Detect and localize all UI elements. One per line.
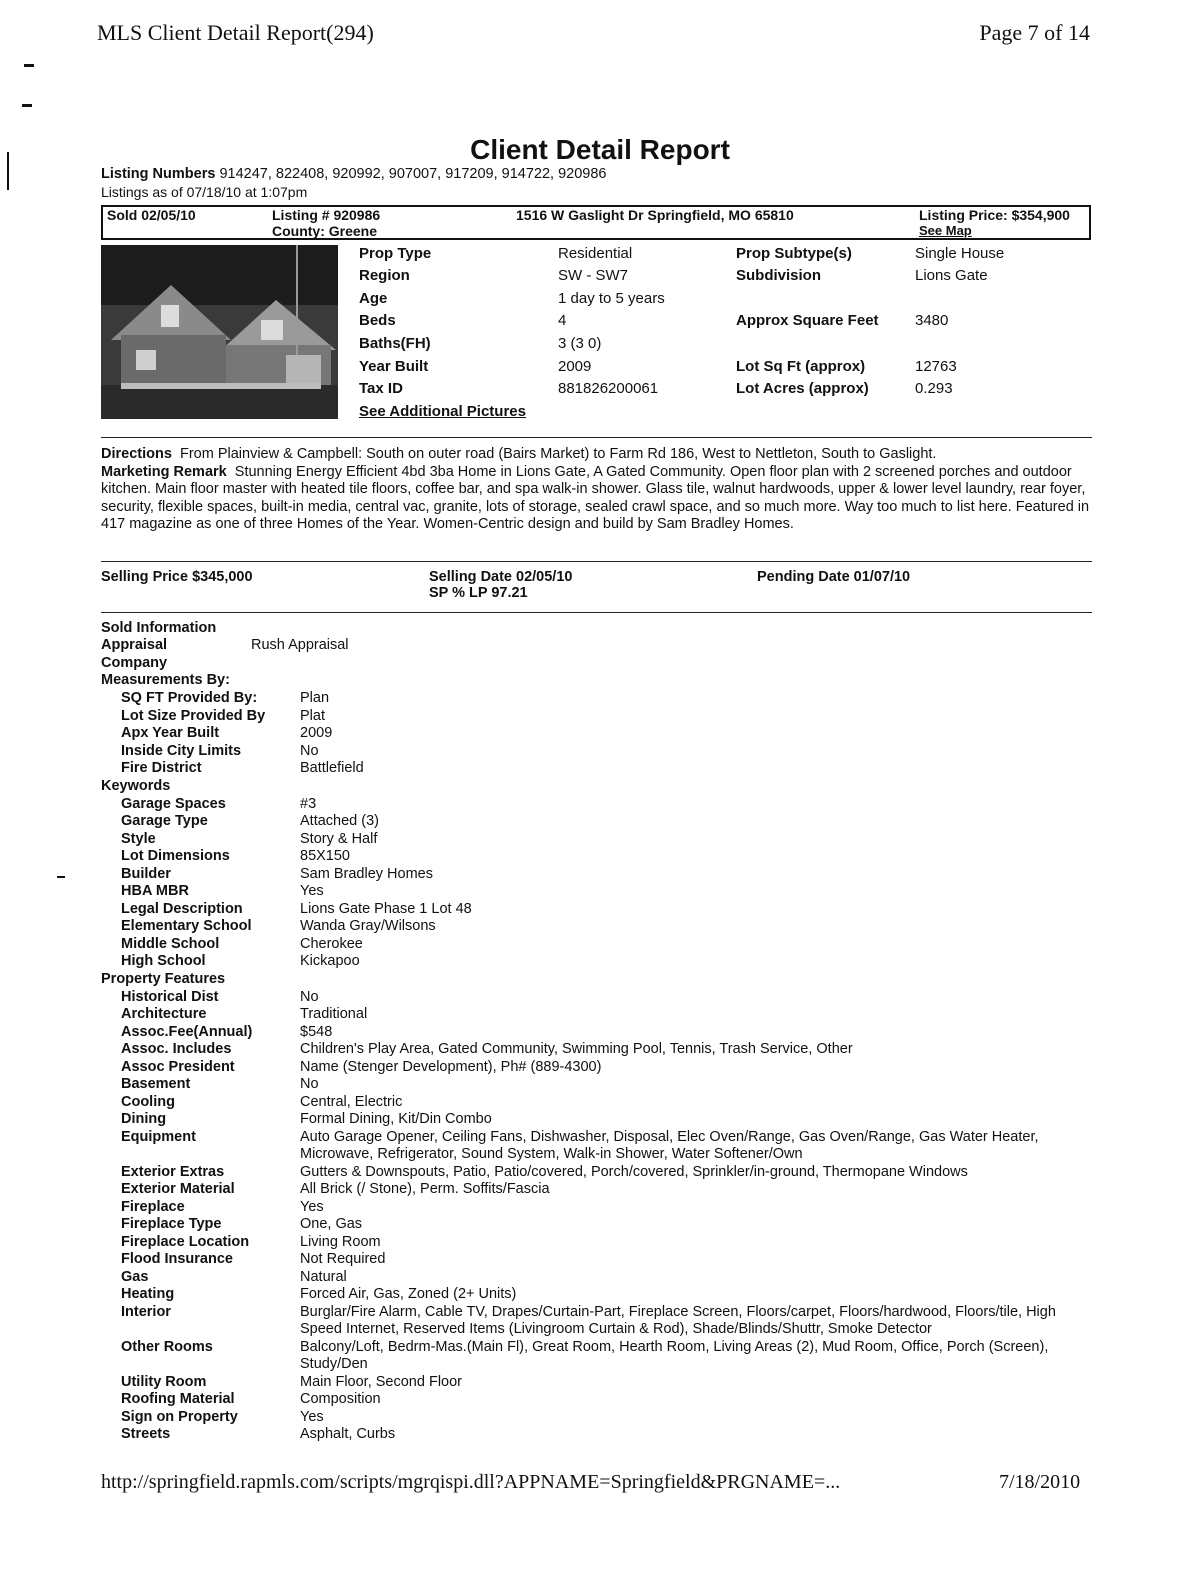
measurements-label: Apx Year Built [121,725,220,741]
subdivision-label: Subdivision [736,267,822,284]
measurements-label: Inside City Limits [121,742,242,759]
measurements-heading: Measurements By: [101,672,230,688]
keywords-label: Garage Spaces [121,795,226,812]
features-value: Balcony/Loft, Bedrm-Mas.(Main Fl), Great Room, Hearth Room, Living Areas (2), Mud Room, Office, Porch (Screen), Study/Den [300,1338,1049,1372]
sold-info-heading: Sold Information [101,620,217,636]
features-heading: Property Features [101,971,226,987]
keywords-value: Lions Gate Phase 1 Lot 48 [300,900,472,917]
listing-numbers-value: 914247, 822408, 920992, 907007, 917209, 914722, 920986 [219,166,607,182]
directions [101,446,1096,464]
features-value: No [300,988,319,1005]
approx-sqft-label: Approx Square Feet [736,312,879,329]
beds-value: 4 [558,312,567,329]
selling-price: Selling Price $345,000 [101,569,253,585]
subdivision-value: Lions Gate [915,267,988,284]
features-label: Architecture [121,1006,207,1022]
features-label: Fireplace [121,1198,185,1215]
keywords-value: #3 [300,795,317,812]
features-label: Heating [121,1286,175,1302]
features-label: Sign on Property [121,1408,238,1425]
features-value: Not Required [300,1251,386,1267]
appraisal-value: Rush Appraisal [251,637,349,653]
lot-sqft-value: 12763 [915,358,957,375]
prop-type-label: Prop Type [359,245,432,262]
features-label: Utility Room [121,1373,207,1390]
scan-mark [22,104,32,107]
features-label: Basement [121,1076,191,1092]
keywords-value: Cherokee [300,935,363,952]
approx-sqft-value: 3480 [915,312,949,329]
see-map-link[interactable]: See Map [919,223,972,238]
remark-label: Marketing Remark [101,463,227,480]
listing-price: Listing Price: $354,900 [919,207,1070,223]
features-value: $548 [300,1023,333,1040]
keywords-label: Garage Type [121,813,208,829]
see-additional-pictures-link[interactable]: See Additional Pictures [359,403,526,420]
features-label: Gas [121,1268,149,1285]
house-photo[interactable] [101,245,338,419]
features-label: Other Rooms [121,1338,213,1355]
page-title: Client Detail Report [470,134,730,165]
keywords-value: Story & Half [300,830,378,847]
features-label: Fireplace Type [121,1216,222,1232]
prop-subtype-label: Prop Subtype(s) [736,245,852,262]
features-value: Central, Electric [300,1093,403,1110]
features-label: Roofing Material [121,1391,235,1407]
features-label: Interior [121,1303,171,1320]
lot-sqft-label: Lot Sq Ft (approx) [736,358,866,375]
footer-url: http://springfield.rapmls.com/scripts/mgrqispi.dll?APPNAME=Springfield&PRGNAME=... [101,1471,841,1493]
features-label: Dining [121,1111,167,1127]
county: County: Greene [272,223,378,239]
keywords-value: Attached (3) [300,813,379,829]
pending-date: Pending Date 01/07/10 [757,569,911,585]
keywords-value: Kickapoo [300,953,360,969]
measurements-label: Fire District [121,760,202,776]
beds-label: Beds [359,312,396,329]
year-built-label: Year Built [359,358,429,375]
features-value: Burglar/Fire Alarm, Cable TV, Drapes/Curtain-Part, Fireplace Screen, Floors/carpet, Floors/hardwood, Floors/tile, High Speed Internet, Reserved Items (Livingroom Curtain & Rod), Shade/Blinds/Shuttr, Smoke Detector [300,1303,1056,1337]
age-label: Age [359,290,388,307]
measurements-value: No [300,742,319,759]
house-photo-image [101,245,338,419]
keywords-label: Elementary School [121,918,252,934]
measurements-label: SQ FT Provided By: [121,690,258,706]
features-label: Flood Insurance [121,1251,233,1267]
features-value: Natural [300,1268,347,1285]
features-value: Main Floor, Second Floor [300,1373,462,1390]
tax-id-label: Tax ID [359,380,403,397]
baths-label: Baths(FH) [359,335,431,352]
features-value: Composition [300,1391,381,1407]
sp-lp: SP % LP 97.21 [429,585,528,601]
address: 1516 W Gaslight Dr Springfield, MO 65810 [516,207,794,223]
keywords-value: Yes [300,883,324,899]
features-label: Exterior Material [121,1181,235,1197]
page-number: Page 7 of 14 [979,20,1090,45]
directions-text: From Plainview & Campbell: South on outer road (Bairs Market) to Farm Rd 186, West to Nettleton, South to Gaslight. [179,446,937,462]
measurements-value: Battlefield [300,760,364,776]
directions-label: Directions [101,446,172,462]
features-label: Fireplace Location [121,1233,250,1250]
footer-date: 7/18/2010 [999,1471,1081,1493]
features-value: Yes [300,1408,324,1425]
features-value: No [300,1076,319,1092]
listing-numbers [101,166,606,182]
features-value: Name (Stenger Development), Ph# (889-4300) [300,1058,602,1075]
remarks-block [101,446,1096,534]
prop-type-value: Residential [558,245,633,262]
listing-numbers-label: Listing Numbers [101,166,216,182]
features-value: Children's Play Area, Gated Community, Swimming Pool, Tennis, Trash Service, Other [300,1041,853,1057]
selling-date: Selling Date 02/05/10 [429,569,573,585]
keywords-label: Style [121,830,156,847]
appraisal-label: Appraisal [101,637,168,653]
features-label: Streets [121,1426,171,1442]
keywords-value: Sam Bradley Homes [300,865,433,882]
keywords-label: Legal Description [121,900,243,917]
divider [101,612,1092,613]
features-value: Auto Garage Opener, Ceiling Fans, Dishwasher, Disposal, Elec Oven/Range, Gas Oven/Range, Gas Water Heater, Microwave, Refrigerator, Sound System, Walk-in Shower, Water Softener/Own [300,1128,1039,1162]
measurements-value: 2009 [300,725,333,741]
scan-mark [24,64,34,67]
report-name: MLS Client Detail Report(294) [97,20,374,45]
keywords-label: HBA MBR [121,883,189,899]
features-value: Traditional [300,1006,368,1022]
measurements-value: Plan [300,690,330,706]
listings-as-of: Listings as of 07/18/10 at 1:07pm [101,184,308,200]
features-value: Living Room [300,1233,381,1250]
keywords-heading: Keywords [101,778,171,794]
features-label: Historical Dist [121,988,219,1005]
age-value: 1 day to 5 years [558,290,665,307]
baths-value: 3 (3 0) [558,335,602,352]
features-label: Assoc.Fee(Annual) [121,1023,253,1040]
lot-acres-value: 0.293 [915,380,953,397]
measurements-label: Lot Size Provided By [121,707,266,724]
region-value: SW - SW7 [558,267,628,284]
year-built-value: 2009 [558,358,592,375]
features-label: Assoc President [121,1058,235,1075]
features-label: Equipment [121,1128,196,1145]
keywords-value: 85X150 [300,848,350,864]
listing-number: Listing # 920986 [272,207,381,223]
keywords-label: High School [121,953,206,969]
region-label: Region [359,267,410,284]
features-value: Yes [300,1198,324,1215]
scan-mark [57,876,65,878]
keywords-label: Lot Dimensions [121,848,230,864]
keywords-value: Wanda Gray/Wilsons [300,918,436,934]
features-label: Assoc. Includes [121,1041,232,1057]
features-value: All Brick (/ Stone), Perm. Soffits/Fascia [300,1181,550,1197]
measurements-value: Plat [300,707,325,724]
features-value: Asphalt, Curbs [300,1426,396,1442]
prop-subtype-value: Single House [915,245,1005,262]
features-label: Cooling [121,1093,175,1110]
keywords-label: Builder [121,865,171,882]
tax-id-value: 881826200061 [558,380,659,397]
features-value: Formal Dining, Kit/Din Combo [300,1111,492,1127]
features-value: Forced Air, Gas, Zoned (2+ Units) [300,1286,517,1302]
remark-text: Stunning Energy Efficient 4bd 3ba Home in Lions Gate, A Gated Community. Open floor plan with 2 screened porches and outdoor kitchen. Main floor master with heated tile floors, coffee bar, and spa walk-in shower. Glass tile, walnut hardwoods, upper & lower level laundry, rear foyer, security, flexible spaces, built-in media, central vac, granite, lots of storage, sealed crawl space, and so much more. Way too much to list here. Featured in 417 magazine as one of three Homes of the Year. Women-Centric design and build by Sam Bradley Homes. [101,463,1090,532]
summary-box [101,205,1091,240]
features-value: Gutters & Downspouts, Patio, Patio/covered, Porch/covered, Sprinkler/in-ground, Thermopane Windows [300,1163,968,1180]
divider [101,561,1092,562]
features-label: Exterior Extras [121,1163,225,1180]
lot-acres-label: Lot Acres (approx) [736,380,869,397]
keywords-label: Middle School [121,935,220,952]
features-value: One, Gas [300,1216,363,1232]
sold-date: Sold 02/05/10 [107,207,196,223]
divider [101,437,1092,438]
appraisal-label-company: Company [101,655,168,671]
marketing-remark [101,464,1096,534]
